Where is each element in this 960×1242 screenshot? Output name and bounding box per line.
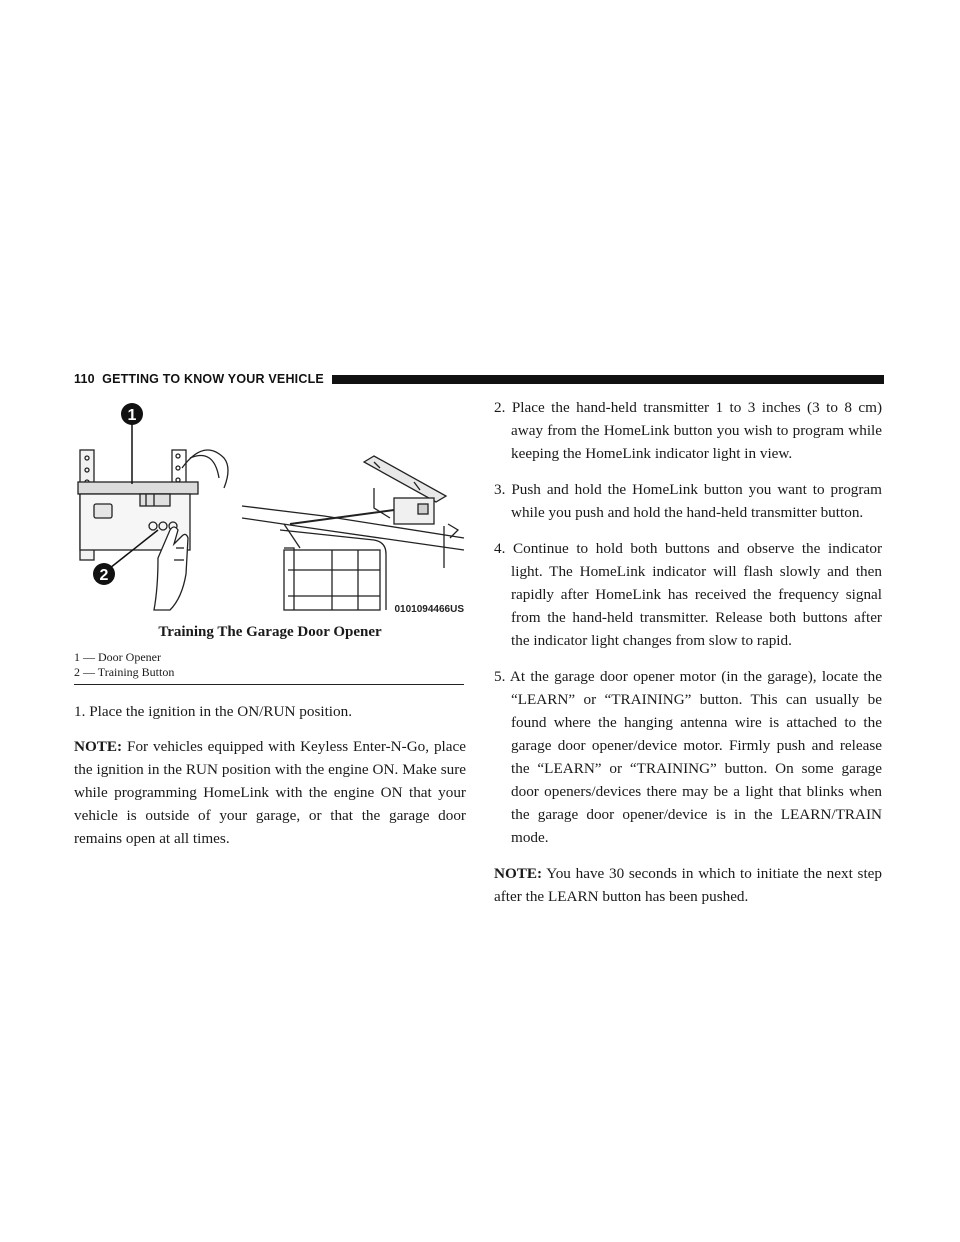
garage-opener-illustration [74, 398, 466, 620]
right-column [494, 396, 882, 920]
note-keyless [74, 735, 466, 850]
page-header [74, 370, 884, 388]
callout-1-label: 1 [127, 407, 137, 424]
legend-item-door-opener: 1 — Door Opener [74, 650, 161, 664]
page-number: 110 [74, 372, 95, 386]
step-1: 1. Place the ignition in the ON/RUN position. [74, 703, 352, 720]
door-opener-unit [78, 450, 228, 560]
step-3: 3. Push and hold the HomeLink button you want to program while you push and hold the hand-held transmitter button. [494, 481, 882, 521]
legend-item-training-button: 2 — Training Button [74, 665, 175, 679]
callout-1-group [121, 403, 143, 484]
illustration-svg [74, 398, 466, 620]
figure-caption: Training The Garage Door Opener [158, 624, 382, 640]
note-30-seconds [494, 862, 882, 908]
garage-scene [242, 456, 464, 610]
header-rule [332, 375, 884, 384]
note-text: For vehicles equipped with Keyless Enter-N-Go, place the ignition in the RUN position with the engine ON. Make sure while programming HomeLink with the engine ON that your vehicle is outside of your garage, or that the garage door remains open at all times. [74, 738, 466, 847]
note-label: NOTE: [74, 738, 123, 755]
step-2: 2. Place the hand-held transmitter 1 to 3 inches (3 to 8 cm) away from the HomeLink button you wish to program while keeping the HomeLink indicator light in view. [494, 399, 882, 462]
step-4: 4. Continue to hold both buttons and observe the indicator light. The HomeLink indicator will flash slowly and then rapidly after HomeLink has received the frequency signal from the hand-held transmitter. Release both buttons after the indicator light changes from slow to rapid. [494, 540, 882, 649]
callout-2-label: 2 [99, 567, 109, 584]
header-text [74, 372, 324, 386]
left-column [74, 700, 466, 862]
note-label: NOTE: [494, 865, 543, 882]
step-5: 5. At the garage door opener motor (in the garage), locate the “LEARN” or “TRAINING” button. This can usually be found where the hanging antenna wire is attached to the garage door opener/device motor. Firmly push and release the “LEARN” or “TRAINING” button. On some garage door openers/devices there may be a light that blinks when the garage door opener/device is in the LEARN/TRAIN mode. [494, 668, 882, 846]
note-text: You have 30 seconds in which to initiate the next step after the LEARN button has been pushed. [494, 865, 882, 905]
section-title: GETTING TO KNOW YOUR VEHICLE [102, 372, 324, 386]
figure-legend [74, 650, 464, 685]
image-code: 0101094466US [394, 604, 464, 615]
